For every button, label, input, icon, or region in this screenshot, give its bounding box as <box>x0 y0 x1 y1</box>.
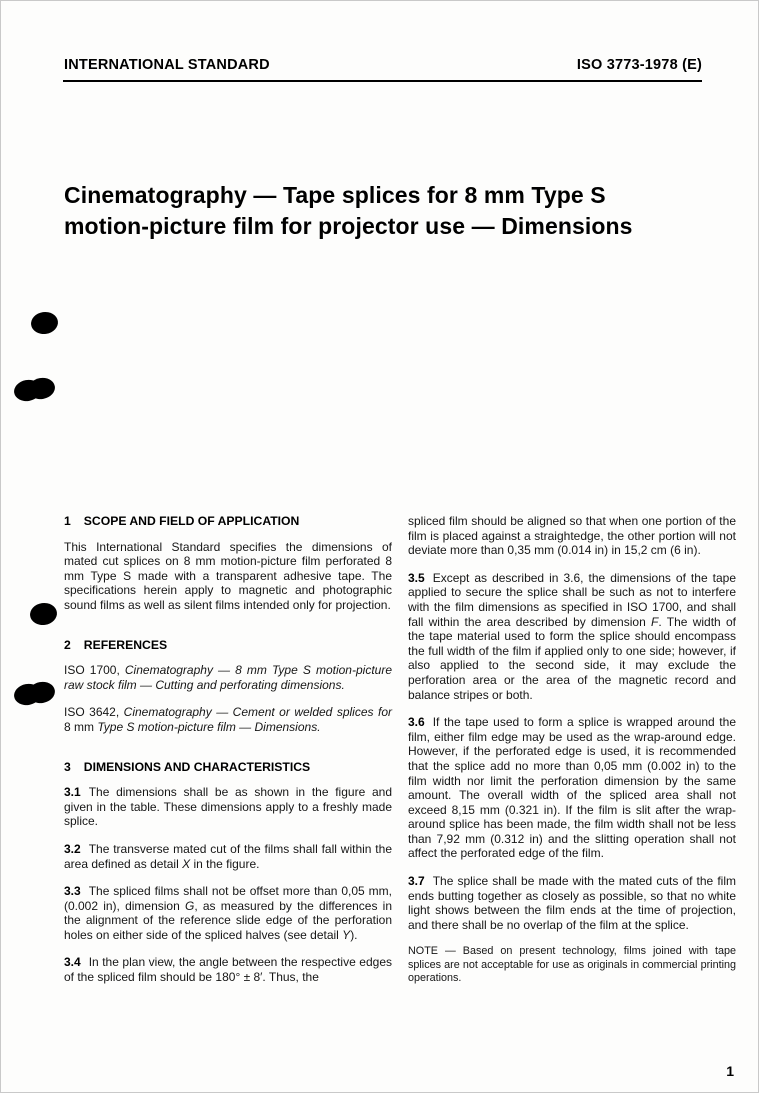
header-divider <box>63 80 702 82</box>
paragraph-3-5-text <box>408 571 736 702</box>
page-header <box>64 57 702 73</box>
paragraph-3-7 <box>408 874 736 932</box>
punch-hole-mark-double <box>14 682 55 706</box>
section-3-heading <box>64 760 392 775</box>
paragraph-3-7-text <box>408 874 736 932</box>
document-title <box>64 180 633 242</box>
italic-text-segment: Type S motion-picture film — Dimensions. <box>97 719 321 734</box>
italic-text-segment: F <box>651 614 659 629</box>
text-segment: In the plan view, the angle between the respective edges of the spliced film should be 180° ± 8′. Thus, the <box>64 955 392 985</box>
paragraph-3-5-number: 3.5 <box>408 570 425 585</box>
italic-text-segment: X <box>182 856 191 871</box>
italic-text-segment: Cinematography — 8 mm Type S motion-picture raw stock film — Cutting and perforating dimensions. <box>64 663 392 692</box>
text-segment: The spliced films shall not be offset more than 0,05 mm, (0.002 in), dimension <box>64 884 392 913</box>
paragraph-3-5 <box>408 571 736 702</box>
right-column <box>408 514 736 998</box>
italic-text-segment: Cinematography — Cement or welded splices for <box>123 705 393 720</box>
text-segment: in the figure. <box>190 856 260 871</box>
text-segment: This International Standard specifies the dimensions of mated cut splices on 8 mm motion-picture film perforated 8 mm Type S made with a transparent adhesive tape. The specifications herein apply to magnetic and photographic sound films as well as silent films intended only for projection. <box>64 539 392 612</box>
standard-type-label: INTERNATIONAL STANDARD <box>64 57 270 73</box>
paragraph-3-4-continued-text <box>408 514 736 557</box>
text-segment: The splice shall be made with the mated cuts of the film ends butting together as closely as possible, so that no white light shows between the film ends at the time of projection, and there shall be no overlap of the film at the splice. <box>408 874 736 932</box>
text-segment: , as measured by the differences in the alignment of the reference slide edge of the perforation holes on either side of the spliced halves (see detail <box>64 898 392 942</box>
text-segment: ISO 3642, <box>64 705 124 720</box>
left-column <box>64 514 392 998</box>
note-paragraph <box>408 945 736 985</box>
paragraph-3-4-continued <box>408 514 736 558</box>
text-segment: The transverse mated cut of the films shall fall within the area defined as detail <box>64 841 392 871</box>
text-segment: 8 mm <box>64 719 98 734</box>
reference-iso-3642 <box>64 705 392 734</box>
paragraph-3-4-number: 3.4 <box>64 955 81 970</box>
paragraph-3-6 <box>408 715 736 861</box>
paragraph-3-3-number: 3.3 <box>64 884 81 899</box>
italic-text-segment: G <box>184 898 195 913</box>
section-1-paragraph <box>64 540 392 613</box>
italic-text-segment: Y <box>342 927 351 942</box>
section-1-number: 1 <box>64 514 71 528</box>
paragraph-3-6-text <box>408 715 736 860</box>
text-segment: NOTE — Based on present technology, films joined with tape splices are not acceptable for use as originals in commercial printing operations. <box>408 945 736 984</box>
paragraph-3-4-text <box>64 955 392 984</box>
section-1-heading <box>64 514 392 529</box>
paragraph-3-3 <box>64 884 392 942</box>
reference-iso-1700-text <box>64 663 392 692</box>
text-segment: ISO 1700, <box>64 663 125 678</box>
paragraph-3-2-number: 3.2 <box>64 841 81 856</box>
standard-number: ISO 3773-1978 (E) <box>576 57 702 73</box>
body-columns <box>64 514 736 998</box>
section-2-number: 2 <box>64 637 71 652</box>
section-1-title: SCOPE AND FIELD OF APPLICATION <box>83 514 300 528</box>
paragraph-3-3-text <box>64 884 392 942</box>
text-segment: ). <box>350 927 358 942</box>
paragraph-3-1-text <box>64 785 392 828</box>
punch-hole-mark <box>29 601 59 627</box>
reference-iso-3642-text <box>64 705 392 734</box>
note-text <box>408 945 736 983</box>
paragraph-3-1-number: 3.1 <box>64 785 81 800</box>
text-segment: If the tape used to form a splice is wrapped around the film, either film edge may be used as the wrap-around edge. However, if the perforated edge is used, it is recommended that the splice add no more than 0,05 mm (0.002 in) to the film width nor limit the perforation dimension by the same amount. The overall width of the spliced area shall not exceed 8,15 mm (0.321 in). If the film is slit after the wrap-around splice has been made, the film width shall not be less than 7,92 mm (0.312 in) and the slitting operation shall not affect the perforated edge of the film. <box>408 715 736 861</box>
text-segment: spliced film should be aligned so that when one portion of the film is placed against a straightedge, the other portion will not deviate more than 0,35 mm (0.014 in) in 15,2 cm (6 in). <box>408 514 736 558</box>
paragraph-3-6-number: 3.6 <box>408 715 425 730</box>
paragraph-3-4 <box>64 955 392 984</box>
paragraph-3-1 <box>64 785 392 829</box>
paragraph-3-2-text <box>64 842 392 871</box>
page-number: 1 <box>726 1063 734 1079</box>
title-line-2: motion-picture film for projector use — Dimensions <box>64 213 633 239</box>
section-3-title: DIMENSIONS AND CHARACTERISTICS <box>83 759 311 774</box>
paragraph-3-2 <box>64 842 392 871</box>
section-1-paragraph-text <box>64 540 392 612</box>
text-segment: The dimensions shall be as shown in the figure and given in the table. These dimensions apply to a freshly made splice. <box>64 785 392 829</box>
paragraph-3-7-number: 3.7 <box>408 874 425 889</box>
section-3-number: 3 <box>64 759 71 774</box>
section-2-title: REFERENCES <box>83 637 168 652</box>
punch-hole-mark <box>30 310 60 336</box>
title-line-1: Cinematography — Tape splices for 8 mm Type S <box>64 182 606 208</box>
text-segment: Except as described in 3.6, the dimensions of the tape applied to secure the splice shall be such as not to interfere with the film dimensions as specified in ISO 1700, and shall fall within the area described by dimension <box>408 570 736 629</box>
punch-hole-mark-double <box>14 378 55 402</box>
section-2-heading <box>64 638 392 653</box>
reference-iso-1700 <box>64 663 392 692</box>
text-segment: . The width of the tape material used to form the splice should encompass the full width of the film if applied only to one side; however, if also applied to the second side, it may exclude the perforation area or the area of the magnetic record and balance stripes or both. <box>408 614 736 702</box>
